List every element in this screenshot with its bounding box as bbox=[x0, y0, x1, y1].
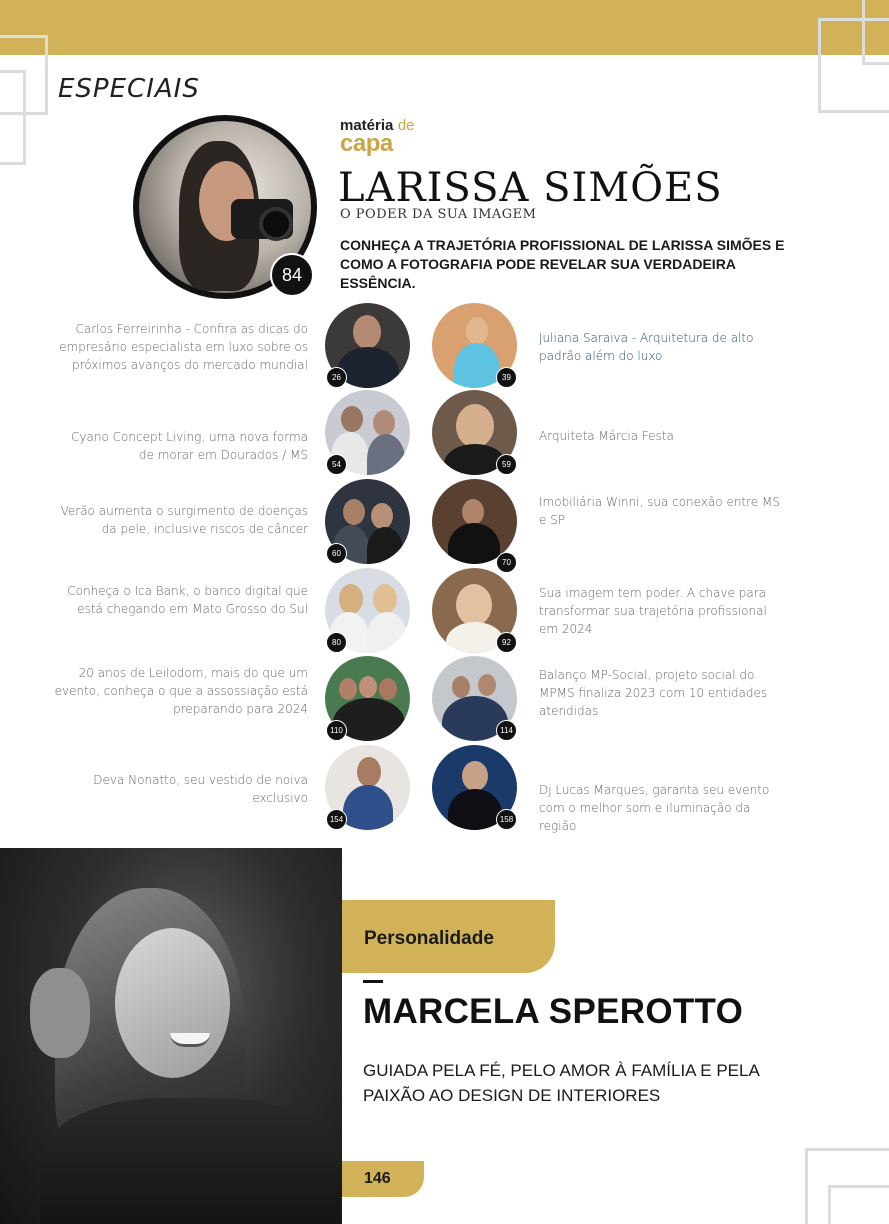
item-description[interactable]: Balanço MP-Social, projeto social do MPMS finaliza 2023 com 10 entidades atendidas bbox=[539, 668, 768, 718]
item-description[interactable]: Sua imagem tem poder. A chave para transformar sua trajetória profissional em 2024 bbox=[539, 586, 767, 636]
decorative-frame bbox=[862, 0, 889, 65]
kicker-de: de bbox=[397, 117, 415, 134]
feature-portrait[interactable] bbox=[0, 848, 342, 1224]
title-dash bbox=[363, 980, 383, 983]
top-gold-bar bbox=[0, 0, 889, 55]
item-description[interactable]: Arquiteta Márcia Festa bbox=[539, 429, 674, 443]
cover-subtitle: O PODER DA SUA IMAGEM bbox=[340, 207, 537, 222]
feature-tag bbox=[342, 900, 555, 973]
page-number-tab bbox=[342, 1161, 424, 1197]
page-number: 146 bbox=[364, 1170, 391, 1187]
page-badge: 54 bbox=[326, 454, 347, 475]
page-badge: 158 bbox=[496, 809, 517, 830]
page-badge: 39 bbox=[496, 367, 517, 388]
page-badge: 92 bbox=[496, 632, 517, 653]
page-badge: 60 bbox=[326, 543, 347, 564]
cover-description: CONHEÇA A TRAJETÓRIA PROFISSIONAL DE LARISSA SIMÕES E COMO A FOTOGRAFIA PODE REVELAR SUA VERDADEIRA ESSÊNCIA. bbox=[340, 237, 785, 291]
kicker-materia: matéria bbox=[340, 117, 394, 134]
materia-de-capa-logo bbox=[340, 118, 415, 156]
cover-page-badge: 84 bbox=[270, 253, 314, 297]
kicker-capa: capa bbox=[340, 130, 393, 157]
item-description[interactable]: Verão aumenta o surgimento de doenças da pele, inclusive riscos de câncer bbox=[60, 504, 308, 536]
portrait-hand bbox=[30, 968, 90, 1058]
item-description[interactable]: 20 anos de Leilodom, mais do que um evento, conheça o que a assossiação está preparando para 2024 bbox=[54, 666, 308, 716]
item-description[interactable]: Imobiliária Winni, sua conexão entre MS e SP bbox=[539, 495, 780, 527]
section-title: ESPECIAIS bbox=[58, 74, 200, 104]
item-description[interactable]: Dj Lucas Marques, garanta seu evento com o melhor som e iluminação da região bbox=[539, 783, 770, 833]
feature-tag-label: Personalidade bbox=[364, 928, 494, 949]
decorative-frame bbox=[0, 70, 26, 165]
page-badge: 110 bbox=[326, 720, 347, 741]
feature-description: GUIADA PELA FÉ, PELO AMOR À FAMÍLIA E PELA PAIXÃO AO DESIGN DE INTERIORES bbox=[363, 1061, 759, 1105]
camera-lens-icon bbox=[259, 207, 293, 241]
item-description[interactable]: Juliana Saraiva - Arquitetura de alto padrão além do luxo bbox=[539, 331, 754, 363]
cover-headline[interactable]: LARISSA SIMÕES bbox=[338, 165, 723, 211]
feature-headline[interactable]: MARCELA SPEROTTO bbox=[363, 992, 744, 1031]
item-description[interactable]: Deva Nonatto, seu vestido de noiva exclusivo bbox=[93, 773, 308, 805]
page-badge: 114 bbox=[496, 720, 517, 741]
decorative-frame bbox=[828, 1185, 889, 1224]
page-badge: 80 bbox=[326, 632, 347, 653]
page-badge: 26 bbox=[326, 367, 347, 388]
portrait-face bbox=[115, 928, 230, 1078]
item-description[interactable]: Carlos Ferreirinha - Confira as dicas do empresário especialista em luxo sobre os próximos avanços do mercado mundial bbox=[59, 322, 308, 372]
page-badge: 70 bbox=[496, 552, 517, 573]
portrait-jacket bbox=[40, 1098, 340, 1224]
page-badge: 59 bbox=[496, 454, 517, 475]
item-description[interactable]: Cyano Concept Living, uma nova forma de morar em Dourados / MS bbox=[71, 430, 308, 462]
item-description[interactable]: Conheça o Ica Bank, o banco digital que está chegando em Mato Grosso do Sul bbox=[67, 584, 308, 616]
page-badge: 154 bbox=[326, 809, 347, 830]
